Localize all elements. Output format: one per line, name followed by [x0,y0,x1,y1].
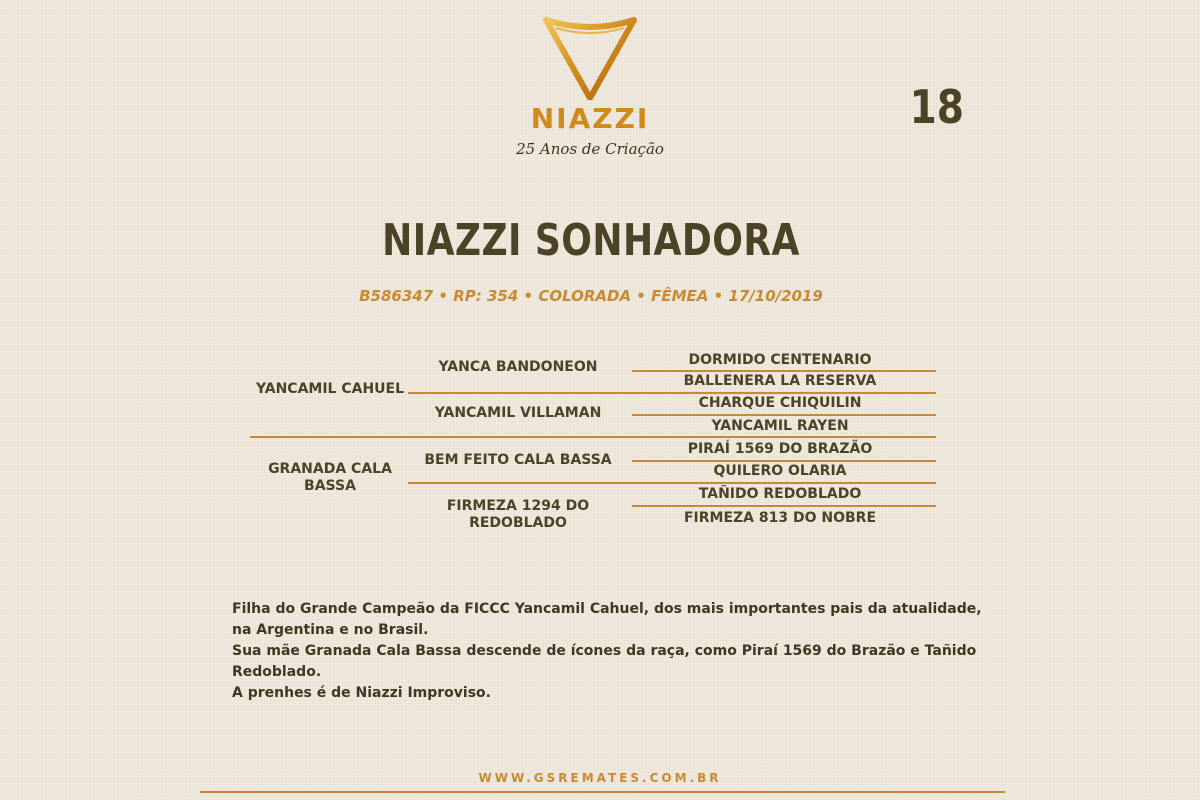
pedigree-sire-dam-dam: YANCAMIL RAYEN [711,418,849,434]
pedigree-dam-dam-sire: TAÑIDO REDOBLADO [698,486,862,502]
description [232,599,992,704]
pedigree-sire-sire-sire: DORMIDO CENTENARIO [688,352,872,368]
pedigree-sire-sire-dam: BALLENERA LA RESERVA [683,373,877,389]
footer-url[interactable]: WWW.GSREMATES.COM.BR [478,771,722,785]
pedigree-dam: GRANADA CALA BASSA [268,461,392,494]
brand-name: NIAZZI [530,102,650,135]
pedigree-divider [632,414,936,416]
description-line: A prenhes é de Niazzi Improviso. [232,685,491,701]
pedigree-sire-sire: YANCA BANDONEON [438,359,598,375]
pedigree-dam-dam: FIRMEZA 1294 DO REDOBLADO [446,498,590,531]
animal-details: B586347 • RP: 354 • COLORADA • FÊMEA • 17/10/2019 [359,287,823,305]
lot-number: 18 [909,80,964,134]
description-line: Filha do Grande Campeão da FICCC Yancamil Cahuel, dos mais importantes pais da atualidade, na Argentina e no Brasil. [232,601,982,638]
animal-name: NIAZZI SONHADORA [382,215,800,266]
footer-divider [200,791,1005,793]
brand-tagline: 25 Anos de Criação [516,140,664,158]
description-line: Sua mãe Granada Cala Bassa descende de ícones da raça, como Piraí 1569 do Brazão e Tañido Redoblado. [232,643,977,680]
pedigree-sire: YANCAMIL CAHUEL [255,381,405,397]
pedigree-divider [408,482,936,484]
pedigree-sire-dam: YANCAMIL VILLAMAN [434,405,602,421]
pedigree-divider [250,436,936,438]
pedigree-divider [632,505,936,507]
pedigree-dam-sire-sire: PIRAÍ 1569 DO BRAZÃO [687,441,873,457]
pedigree-divider [632,370,936,372]
pedigree-dam-sire-dam: QUILERO OLARIA [713,463,847,479]
pedigree-divider [632,460,936,462]
pedigree-sire-dam-sire: CHARQUE CHIQUILIN [698,395,862,411]
pedigree-dam-dam-dam: FIRMEZA 813 DO NOBRE [683,510,877,526]
pedigree-divider [408,392,936,394]
pedigree-dam-sire: BEM FEITO CALA BASSA [424,452,612,468]
